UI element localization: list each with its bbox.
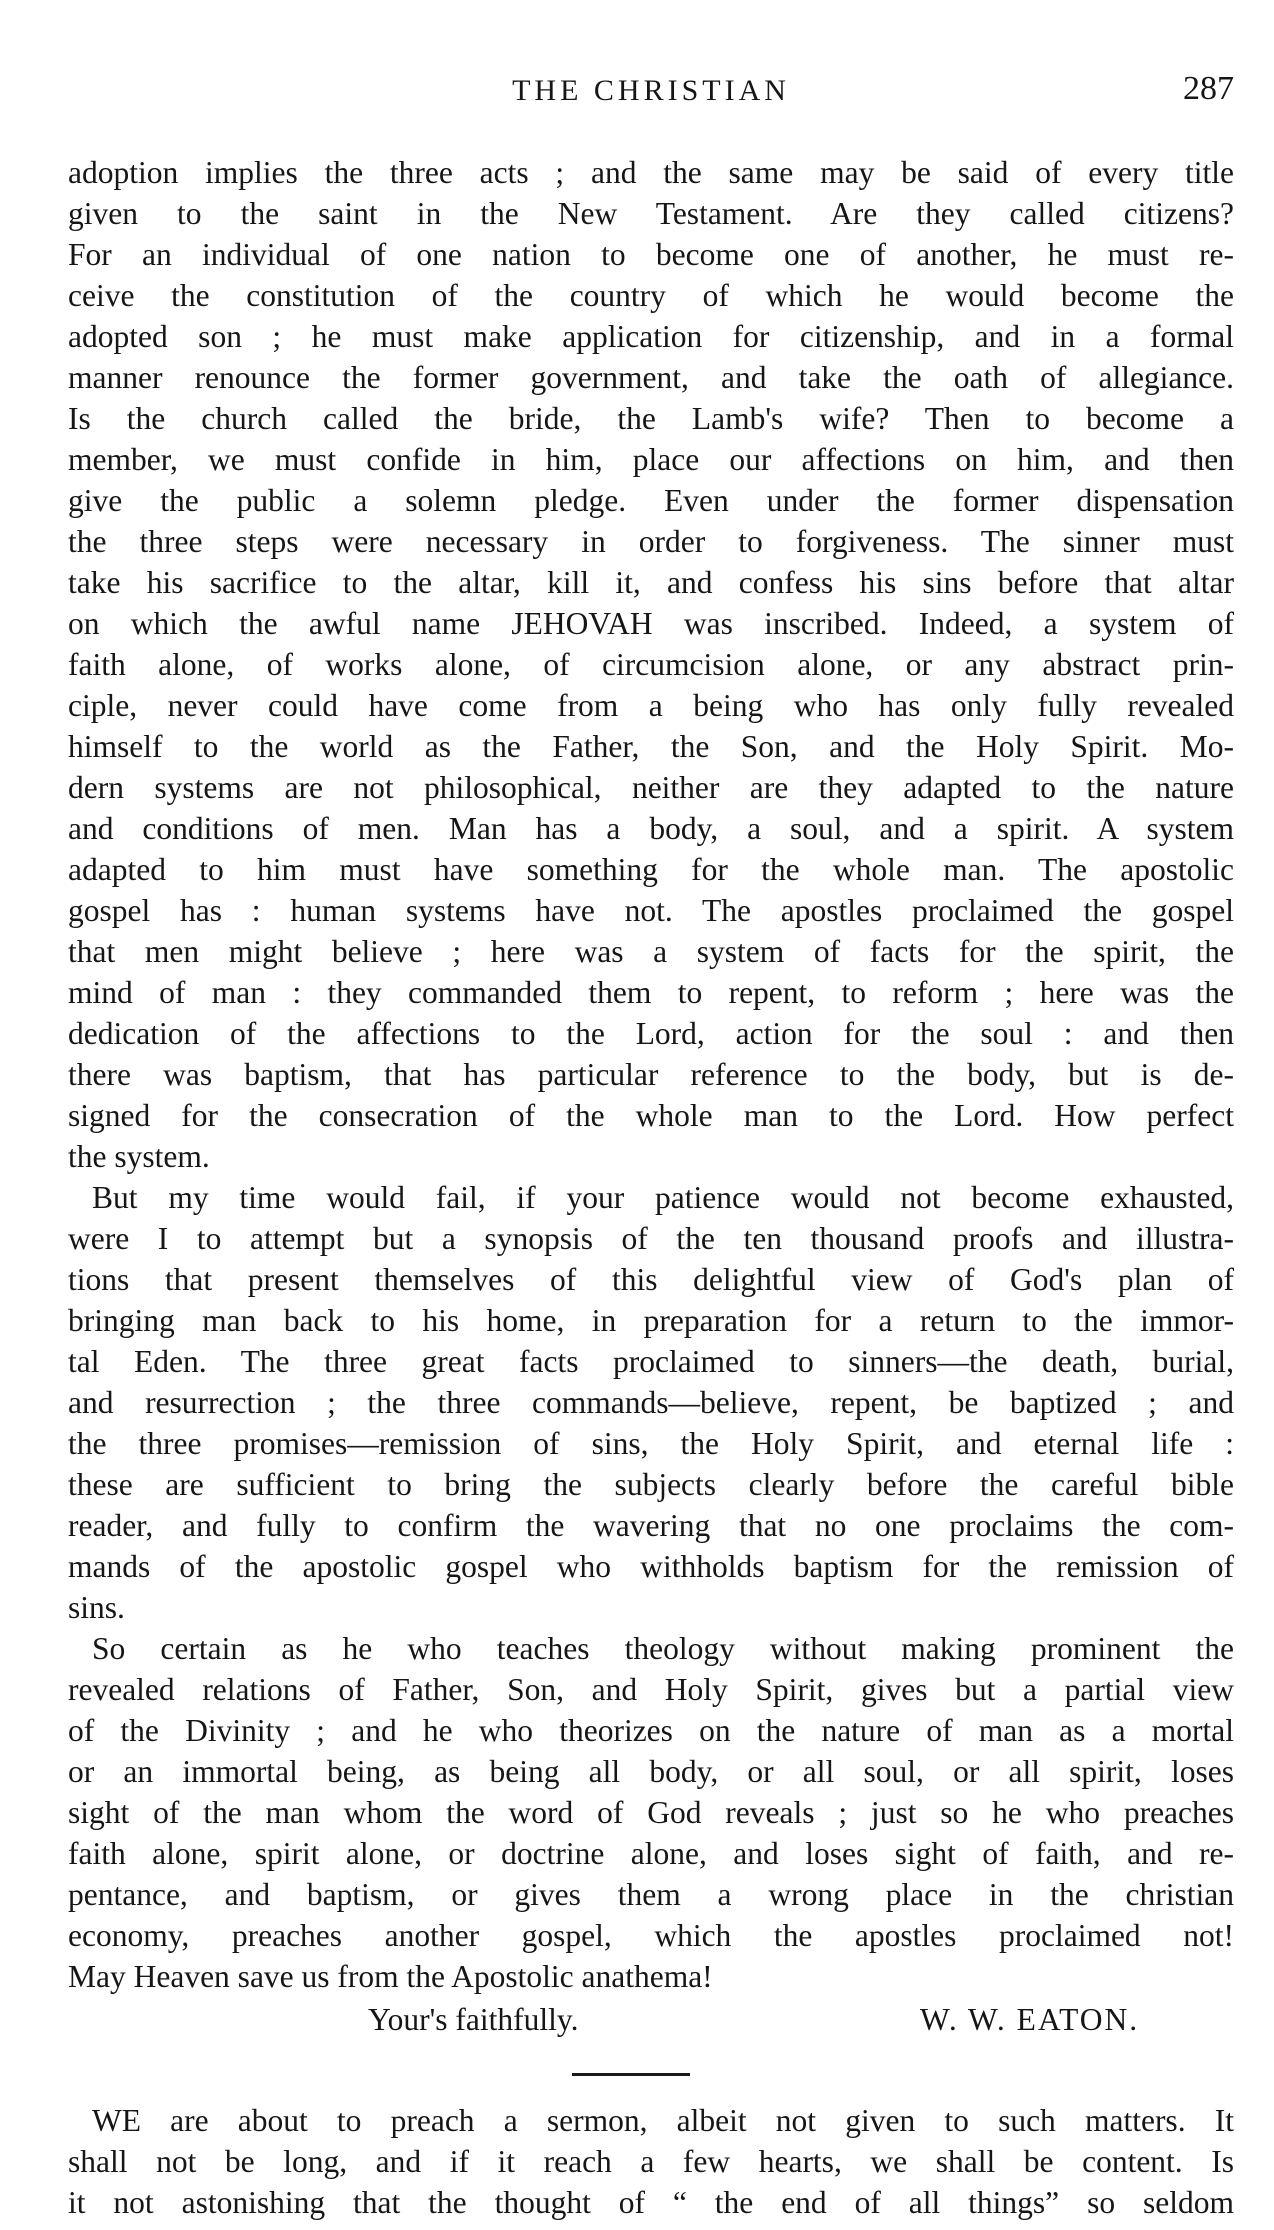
text-line: were I to attempt but a synopsis of the ten thousand proofs and illustra- [68,1221,1234,1256]
paragraph-3 [68,1628,1234,1997]
text-line: of the Divinity ; and he who theorizes on the nature of man as a mortal [68,1713,1234,1748]
text-line: and conditions of men. Man has a body, a soul, and a spirit. A system [68,811,1234,846]
text-line: adopted son ; he must make application for citizenship, and in a formal [68,319,1234,354]
text-line: on which the awful name JEHOVAH was inscribed. Indeed, a system of [68,606,1234,641]
text-line: So certain as he who teaches theology without making prominent the [92,1631,1234,1666]
text-line: May Heaven save us from the Apostolic anathema! [68,1959,713,1994]
text-line: take his sacrifice to the altar, kill it, and confess his sins before that altar [68,565,1234,600]
text-line: reader, and fully to confirm the wavering that no one proclaims the com- [68,1508,1234,1543]
text-line: member, we must confide in him, place our affections on him, and then [68,442,1234,477]
page-header [68,70,1234,124]
text-line: that men might believe ; here was a system of facts for the spirit, the [68,934,1234,969]
letter-signoff [68,1999,1234,2049]
text-line: bringing man back to his home, in preparation for a return to the immor- [68,1303,1234,1338]
text-line: WE are about to preach a sermon, albeit not given to such matters. It [92,2103,1234,2138]
text-line: adapted to him must have something for the whole man. The apostolic [68,852,1234,887]
closing-salutation: Your's faithfully. [368,2002,579,2037]
section-divider [572,2073,690,2076]
text-line: gospel has : human systems have not. The apostles proclaimed the gospel [68,893,1234,928]
text-line: or an immortal being, as being all body, or all soul, or all spirit, loses [68,1754,1234,1789]
running-title: THE CHRISTIAN [512,74,790,107]
text-line: manner renounce the former government, and take the oath of allegiance. [68,360,1234,395]
paragraph-1 [68,152,1234,1177]
text-line: tal Eden. The three great facts proclaimed to sinners—the death, burial, [68,1344,1234,1379]
text-line: give the public a solemn pledge. Even under the former dispensation [68,483,1234,518]
text-line: adoption implies the three acts ; and the same may be said of every title [68,155,1234,190]
text-line: shall not be long, and if it reach a few hearts, we shall be content. Is [68,2144,1234,2179]
text-line: signed for the consecration of the whole man to the Lord. How perfect [68,1098,1234,1133]
text-line: sins. [68,1590,125,1625]
text-line: given to the saint in the New Testament. Are they called citizens? [68,196,1234,231]
text-line: faith alone, spirit alone, or doctrine alone, and loses sight of faith, and re- [68,1836,1234,1871]
text-line: faith alone, of works alone, of circumcision alone, or any abstract prin- [68,647,1234,682]
text-line: the three steps were necessary in order to forgiveness. The sinner must [68,524,1234,559]
text-line: sight of the man whom the word of God reveals ; just so he who preaches [68,1795,1234,1830]
text-line: Is the church called the bride, the Lamb's wife? Then to become a [68,401,1234,436]
text-line: it not astonishing that the thought of “ the end of all things” so seldom [68,2185,1234,2220]
next-article-paragraph [68,2100,1234,2223]
text-line: pentance, and baptism, or gives them a wrong place in the christian [68,1877,1234,1912]
text-line: dern systems are not philosophical, neither are they adapted to the nature [68,770,1234,805]
text-line: economy, preaches another gospel, which the apostles proclaimed not! [68,1918,1234,1953]
text-line: revealed relations of Father, Son, and Holy Spirit, gives but a partial view [68,1672,1234,1707]
text-line: But my time would fail, if your patience would not become exhausted, [92,1180,1234,1215]
text-line: ceive the constitution of the country of which he would become the [68,278,1234,313]
text-line: tions that present themselves of this delightful view of God's plan of [68,1262,1234,1297]
paragraph-2 [68,1177,1234,1628]
text-line: the three promises—remission of sins, the Holy Spirit, and eternal life : [68,1426,1234,1461]
article-body [68,152,1234,2223]
text-line: For an individual of one nation to become one of another, he must re- [68,237,1234,272]
text-line: there was baptism, that has particular reference to the body, but is de- [68,1057,1234,1092]
text-line: and resurrection ; the three commands—believe, repent, be baptized ; and [68,1385,1234,1420]
text-line: dedication of the affections to the Lord, action for the soul : and then [68,1016,1234,1051]
text-line: ciple, never could have come from a being who has only fully revealed [68,688,1234,723]
text-line: mind of man : they commanded them to repent, to reform ; here was the [68,975,1234,1010]
text-line: mands of the apostolic gospel who withholds baptism for the remission of [68,1549,1234,1584]
page-number: 287 [1183,70,1234,107]
text-line: these are sufficient to bring the subjects clearly before the careful bible [68,1467,1234,1502]
author-signature: W. W. EATON. [920,2002,1140,2037]
text-line: the system. [68,1139,210,1174]
text-line: himself to the world as the Father, the Son, and the Holy Spirit. Mo- [68,729,1234,764]
